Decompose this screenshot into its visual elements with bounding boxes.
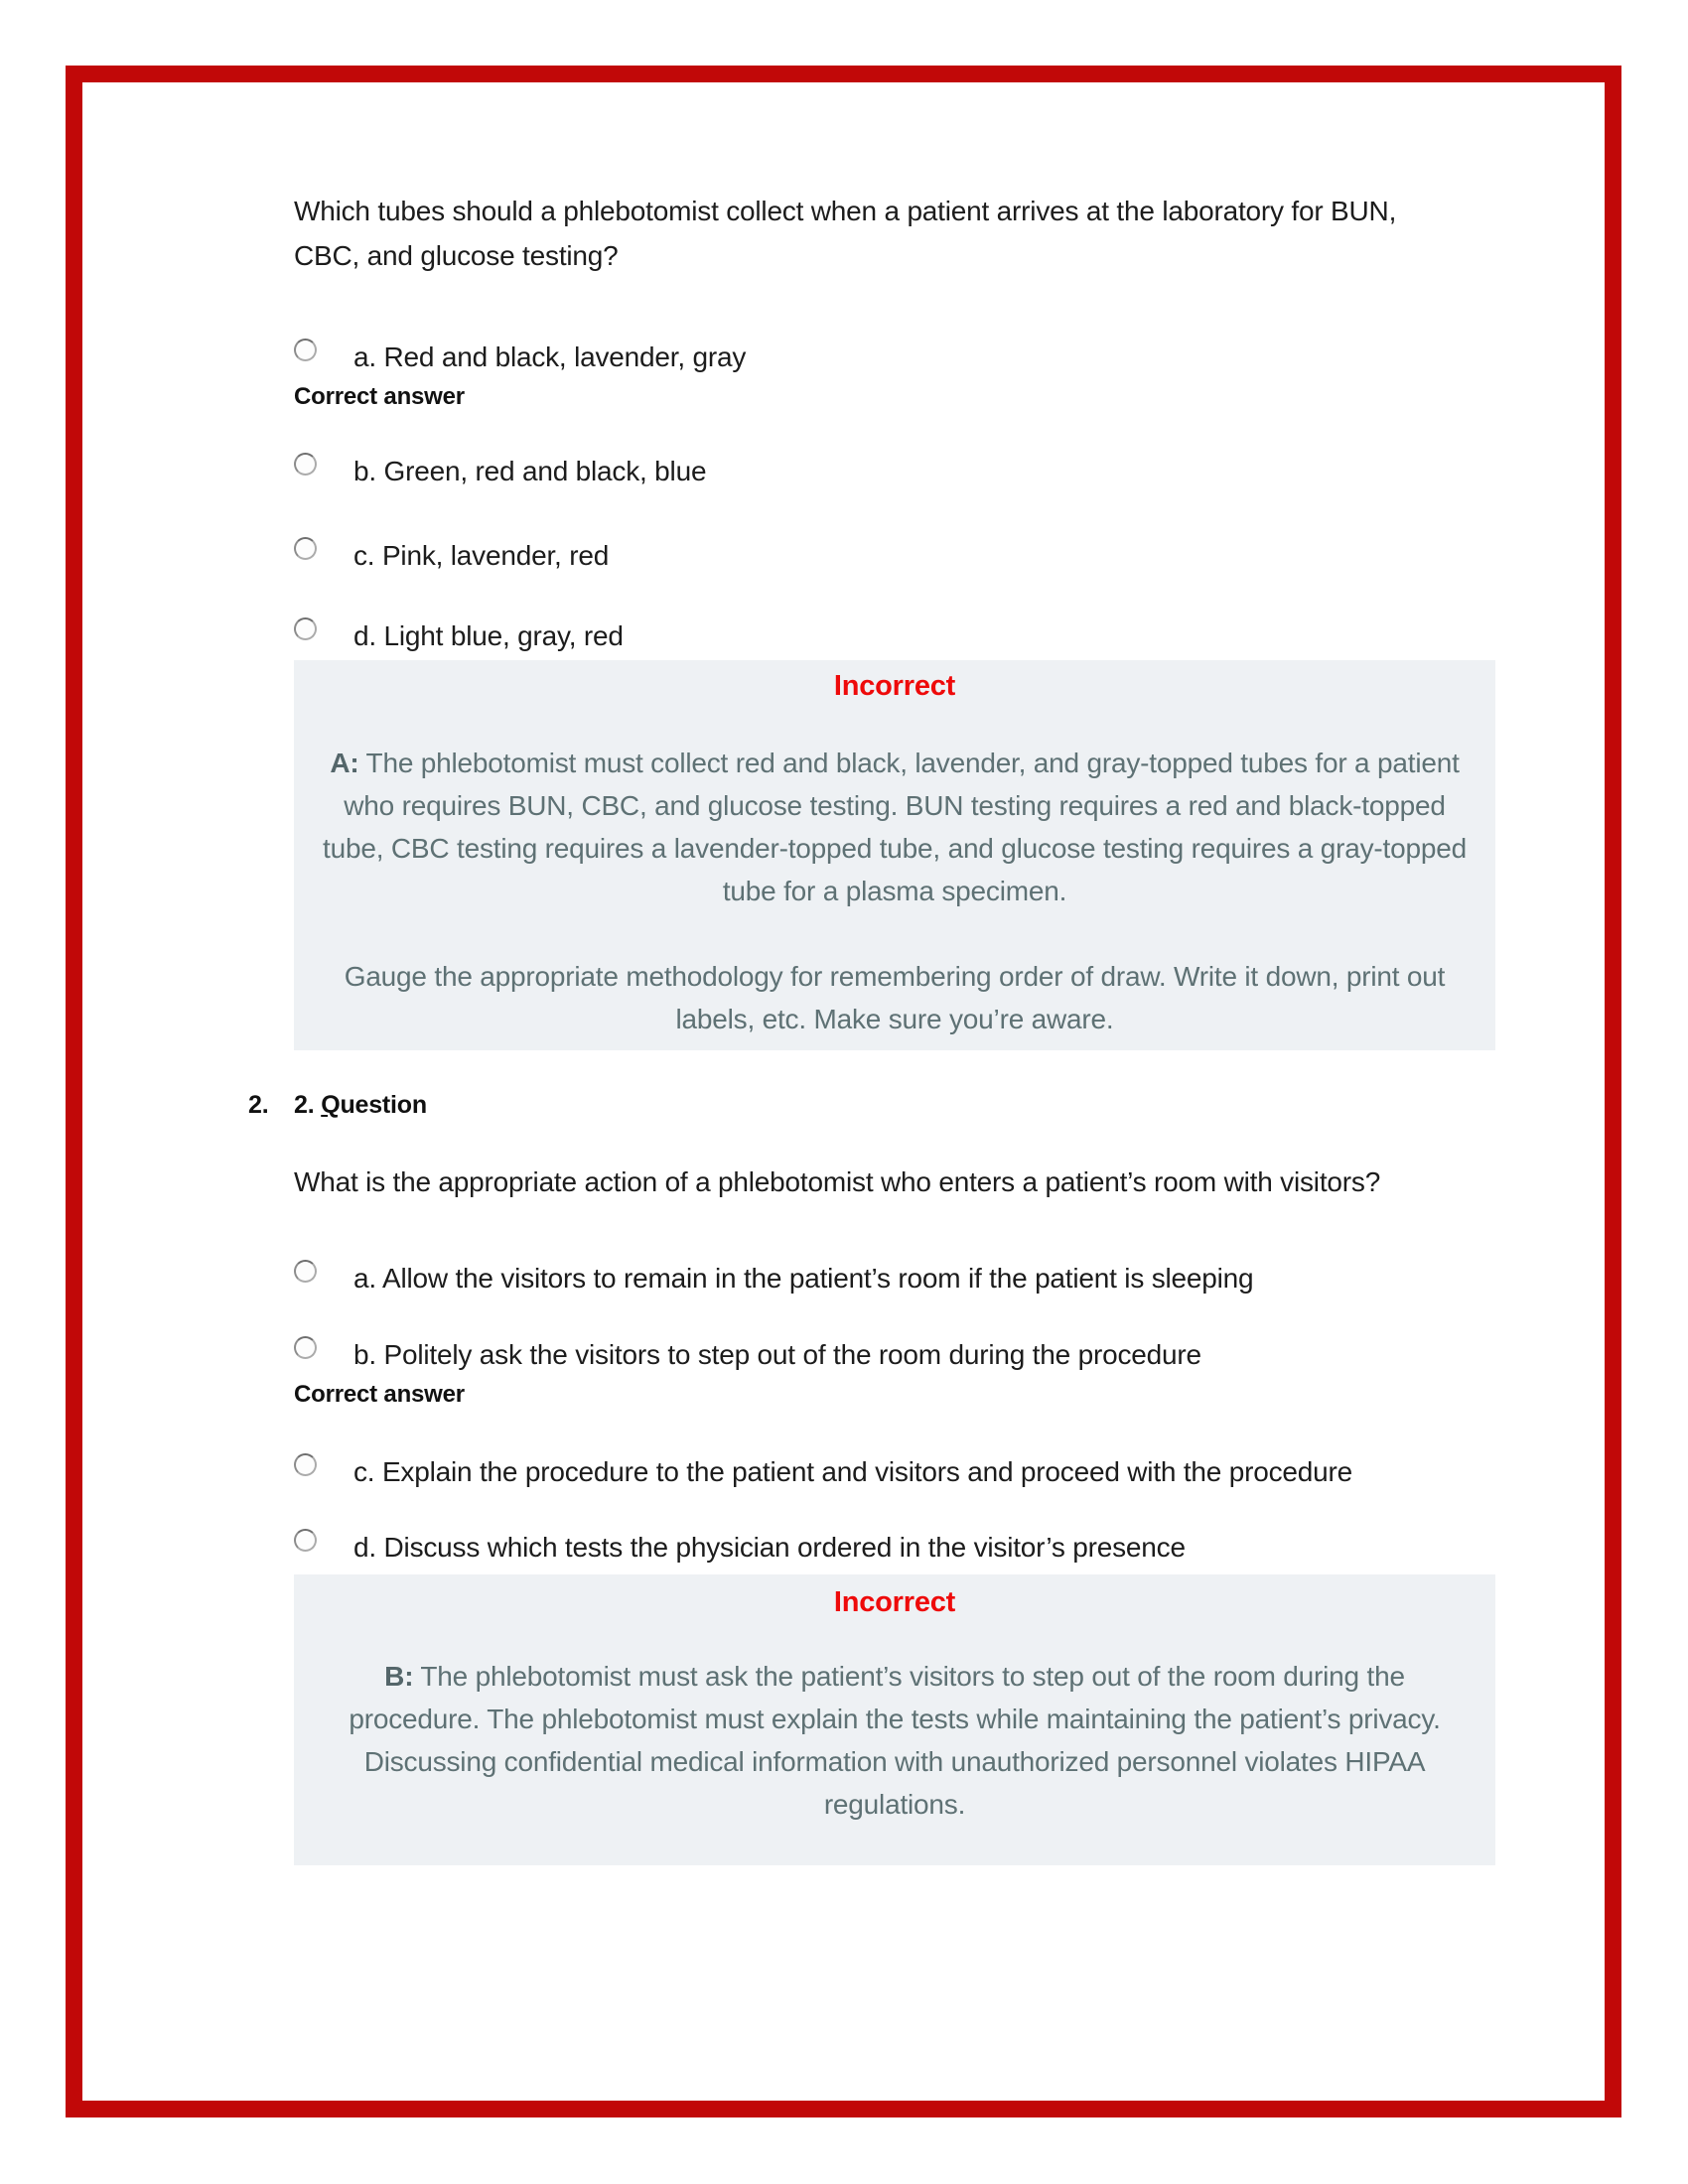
option-label: a. Red and black, lavender, gray [353, 341, 747, 372]
option-label: a. Allow the visitors to remain in the patient’s room if the patient is sleeping [353, 1263, 1254, 1294]
radio-button-icon[interactable] [294, 339, 317, 361]
option-label: d. Discuss which tests the physician ordered in the visitor’s presence [353, 1532, 1186, 1563]
question-1-option-c[interactable] [294, 534, 1416, 578]
feedback-box-question-1 [294, 660, 1495, 1050]
radio-button-icon[interactable] [294, 1453, 317, 1476]
answer-explanation: The phlebotomist must ask the patient’s visitors to step out of the room during the procedure. The phlebotomist must explain the tests while maintaining the patient’s privacy. Discussing confidential medical information with unauthorized personnel violates HIPAA regulations. [349, 1661, 1441, 1820]
option-label: d. Light blue, gray, red [353, 620, 624, 651]
heading-initial: Q [321, 1091, 341, 1119]
option-label: c. Pink, lavender, red [353, 540, 610, 571]
question-2-option-c[interactable] [294, 1450, 1416, 1494]
question-1-text: Which tubes should a phlebotomist collect when a patient arrives at the laboratory for BUN, CBC, and glucose testing? [294, 196, 1397, 271]
question-2-option-a[interactable] [294, 1257, 1416, 1300]
option-label: b. Green, red and black, blue [353, 456, 707, 486]
radio-button-icon[interactable] [294, 1529, 317, 1552]
incorrect-status: Incorrect [833, 670, 956, 702]
feedback-answer-text [322, 1655, 1468, 1826]
incorrect-status: Incorrect [833, 1586, 956, 1618]
radio-button-icon[interactable] [294, 1336, 317, 1359]
list-number: 2. [248, 1091, 269, 1119]
feedback-note-text: Gauge the appropriate methodology for remembering order of draw. Write it down, print out labels, etc. Make sure you’re aware. [344, 961, 1446, 1034]
answer-letter-prefix: A: [330, 748, 359, 778]
radio-button-icon[interactable] [294, 453, 317, 476]
question-2-heading [248, 1088, 1495, 1122]
radio-button-icon[interactable] [294, 537, 317, 560]
option-label: c. Explain the procedure to the patient and visitors and proceed with the procedure [353, 1456, 1353, 1487]
question-2-option-b[interactable] [294, 1333, 1416, 1377]
question-2-text: What is the appropriate action of a phlebotomist who enters a patient’s room with visitors? [294, 1166, 1381, 1197]
question-2-option-d[interactable] [294, 1526, 1416, 1570]
radio-button-icon[interactable] [294, 617, 317, 640]
answer-letter-prefix: B: [384, 1661, 414, 1692]
feedback-answer-text [322, 742, 1468, 912]
correct-answer-label: Correct answer [294, 1381, 465, 1408]
question-1-option-a[interactable] [294, 336, 1416, 379]
heading-rest: uestion [340, 1091, 427, 1119]
question-1-option-d[interactable] [294, 614, 1416, 658]
correct-answer-label: Correct answer [294, 383, 465, 410]
radio-button-icon[interactable] [294, 1260, 317, 1283]
heading-number: 2. [294, 1091, 322, 1119]
quiz-content [248, 0, 1495, 1865]
option-label: b. Politely ask the visitors to step out of the room during the procedure [353, 1339, 1201, 1370]
question-1-option-b[interactable] [294, 450, 1416, 493]
answer-explanation: The phlebotomist must collect red and black, lavender, and gray-topped tubes for a patient who requires BUN, CBC, and glucose testing. BUN testing requires a red and black-topped tube, CBC testing requires a lavender-topped tube, and glucose testing requires a gray-topped tube for a plasma specimen. [323, 748, 1467, 906]
question-2-heading-label [294, 1091, 427, 1119]
feedback-box-question-2 [294, 1574, 1495, 1865]
